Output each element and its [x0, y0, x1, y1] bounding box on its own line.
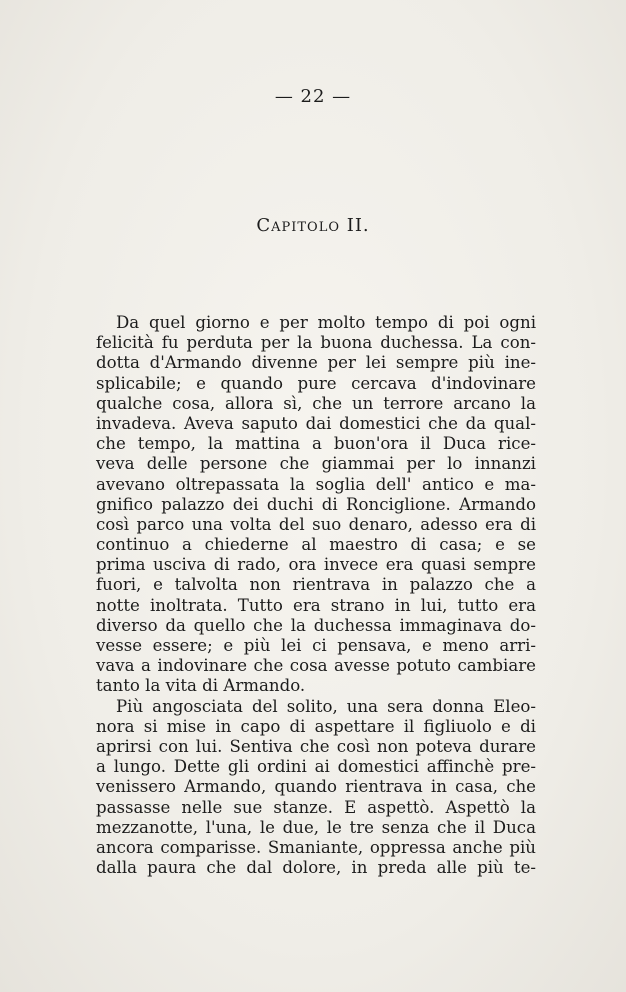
text-line: felicità fu perduta per la buona duchessa. La con- [96, 333, 536, 353]
text-line: che tempo, la mattina a buon'ora il Duca rice- [96, 434, 536, 454]
text-line: passasse nelle sue stanze. E aspettò. Aspettò la [96, 797, 536, 817]
text-line: Più angosciata del solito, una sera donna Eleo- [116, 696, 536, 716]
text-line: veva delle persone che giammai per lo innanzi [96, 454, 536, 474]
text-line: mezzanotte, l'una, le due, le tre senza che il Duca [96, 817, 536, 837]
chapter-title: Capitolo II. [256, 215, 370, 236]
text-line: invadeva. Aveva saputo dai domestici che da qual- [96, 413, 536, 433]
text-line: splicabile; e quando pure cercava d'indovinare [96, 373, 536, 393]
page-number: — 22 — [274, 86, 352, 107]
text-line: venissero Armando, quando rientrava in casa, che [96, 777, 536, 797]
text-line: qualche cosa, allora sì, che un terrore arcano la [96, 393, 536, 413]
body-text [96, 313, 536, 878]
text-line: dotta d'Armando divenne per lei sempre più ine- [96, 353, 536, 373]
text-line: Da quel giorno e per molto tempo di poi ogni [116, 313, 536, 332]
text-line: vava a indovinare che cosa avesse potuto cambiare [96, 656, 536, 676]
text-line: vesse essere; e più lei ci pensava, e meno arri- [96, 636, 536, 655]
text-line: ancora comparisse. Smaniante, oppressa anche più [96, 837, 536, 857]
text-line: gnifico palazzo dei duchi di Ronciglione. Armando [96, 494, 536, 514]
text-line: diverso da quello che la duchessa immaginava do- [96, 615, 536, 635]
text-line: tanto la vita di Armando. [96, 676, 306, 696]
text-line: dalla paura che dal dolore, in preda alle più te- [96, 858, 536, 878]
text-line: nora si mise in capo di aspettare il figliuolo e di [96, 716, 536, 736]
text-line: avevano oltrepassata la soglia dell' antico e ma- [96, 474, 536, 494]
text-line: così parco una volta del suo denaro, adesso era di [96, 514, 536, 534]
text-line: fuori, e talvolta non rientrava in palazzo che a [96, 575, 536, 595]
text-line: a lungo. Dette gli ordini ai domestici affinchè pre- [96, 757, 536, 777]
text-line: prima usciva di rado, ora invece era quasi sempre [96, 555, 536, 575]
text-line: notte inoltrata. Tutto era strano in lui, tutto era [96, 595, 536, 615]
text-line: aprirsi con lui. Sentiva che così non poteva durare [96, 736, 536, 756]
text-line: continuo a chiederne al maestro di casa; e se [96, 535, 536, 555]
